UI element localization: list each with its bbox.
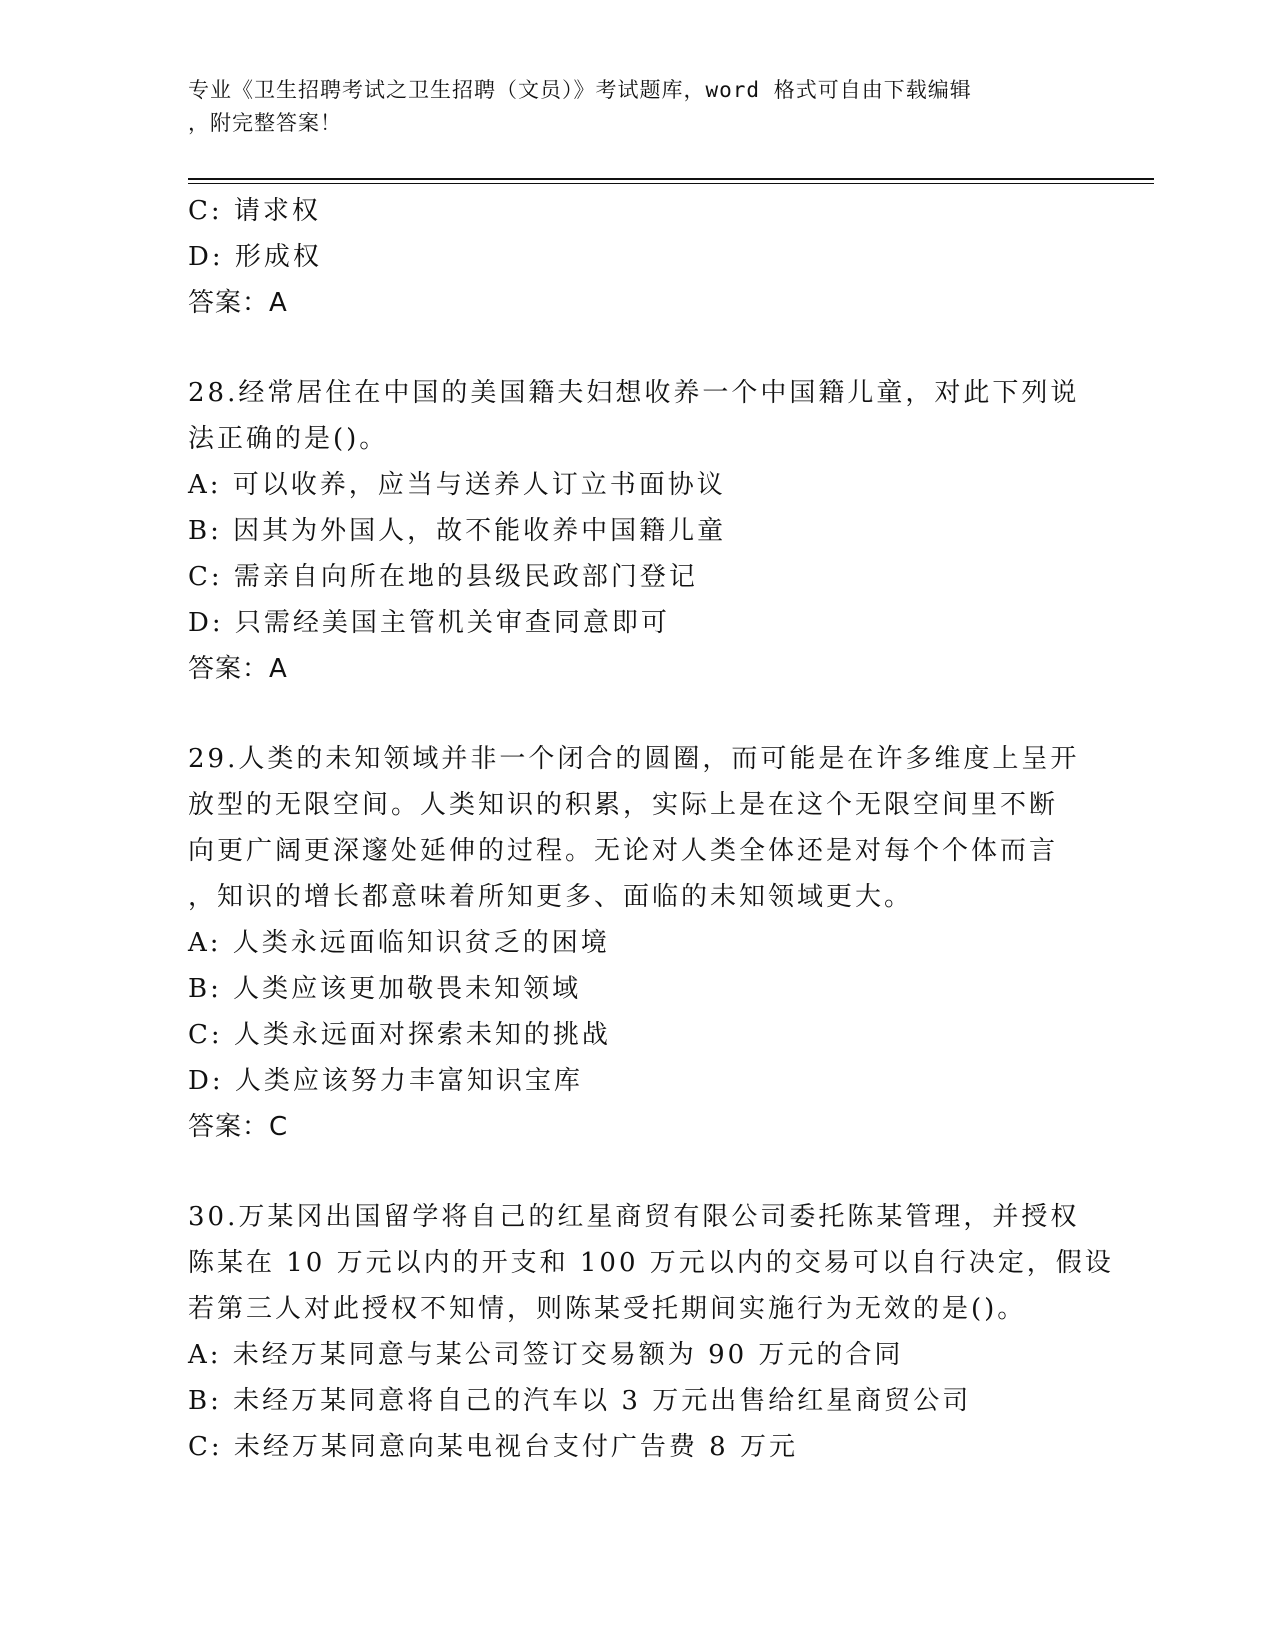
previous-question-tail — [188, 188, 1088, 326]
option-d: D: 形成权 — [188, 242, 322, 272]
question-stem-line: 若第三人对此授权不知情，则陈某受托期间实施行为无效的是()。 — [188, 1294, 1027, 1324]
question-stem-line: 30.万某冈出国留学将自己的红星商贸有限公司委托陈某管理，并授权 — [188, 1202, 1080, 1232]
header-divider-thin — [188, 183, 1154, 184]
option-b: B: 未经万某同意将自己的汽车以 3 万元出售给红星商贸公司 — [188, 1386, 972, 1416]
answer: 答案：C — [188, 1112, 289, 1142]
question-stem-line: 向更广阔更深邃处延伸的过程。无论对人类全体还是对每个个体而言 — [188, 836, 1059, 866]
option-c: C: 人类永远面对探索未知的挑战 — [188, 1020, 611, 1050]
option-b: B: 人类应该更加敬畏未知领域 — [188, 974, 582, 1004]
question-stem-line: 28.经常居住在中国的美国籍夫妇想收养一个中国籍儿童，对此下列说 — [188, 378, 1080, 408]
option-d: D: 只需经美国主管机关审查同意即可 — [188, 608, 670, 638]
option-a: A: 可以收养，应当与送养人订立书面协议 — [188, 470, 726, 500]
header-line-2: ，附完整答案！ — [188, 111, 342, 135]
header-line-1: 专业《卫生招聘考试之卫生招聘（文员）》考试题库，word 格式可自由下载编辑 — [188, 78, 972, 102]
option-a: A: 未经万某同意与某公司签订交易额为 90 万元的合同 — [188, 1340, 904, 1370]
option-d: D: 人类应该努力丰富知识宝库 — [188, 1066, 583, 1096]
question-stem-line: 陈某在 10 万元以内的开支和 100 万元以内的交易可以自行决定，假设 — [188, 1248, 1114, 1278]
header-divider-thick — [188, 178, 1154, 180]
option-c: C: 请求权 — [188, 196, 321, 226]
option-a: A: 人类永远面临知识贫乏的困境 — [188, 928, 610, 958]
question-stem-line: ，知识的增长都意味着所知更多、面临的未知领域更大。 — [188, 882, 914, 912]
option-c: C: 需亲自向所在地的县级民政部门登记 — [188, 562, 698, 592]
question-29 — [188, 736, 1088, 1150]
question-stem-line: 法正确的是()。 — [188, 424, 389, 454]
question-30 — [188, 1194, 1114, 1470]
answer: 答案：A — [188, 288, 288, 318]
question-list — [188, 188, 1114, 1470]
question-stem-line: 放型的无限空间。人类知识的积累，实际上是在这个无限空间里不断 — [188, 790, 1059, 820]
option-c: C: 未经万某同意向某电视台支付广告费 8 万元 — [188, 1432, 798, 1462]
page-header — [188, 74, 1068, 140]
option-b: B: 因其为外国人，故不能收养中国籍儿童 — [188, 516, 727, 546]
question-stem-line: 29.人类的未知领域并非一个闭合的圆圈，而可能是在许多维度上呈开 — [188, 744, 1080, 774]
question-28 — [188, 370, 1088, 692]
answer: 答案：A — [188, 654, 288, 684]
